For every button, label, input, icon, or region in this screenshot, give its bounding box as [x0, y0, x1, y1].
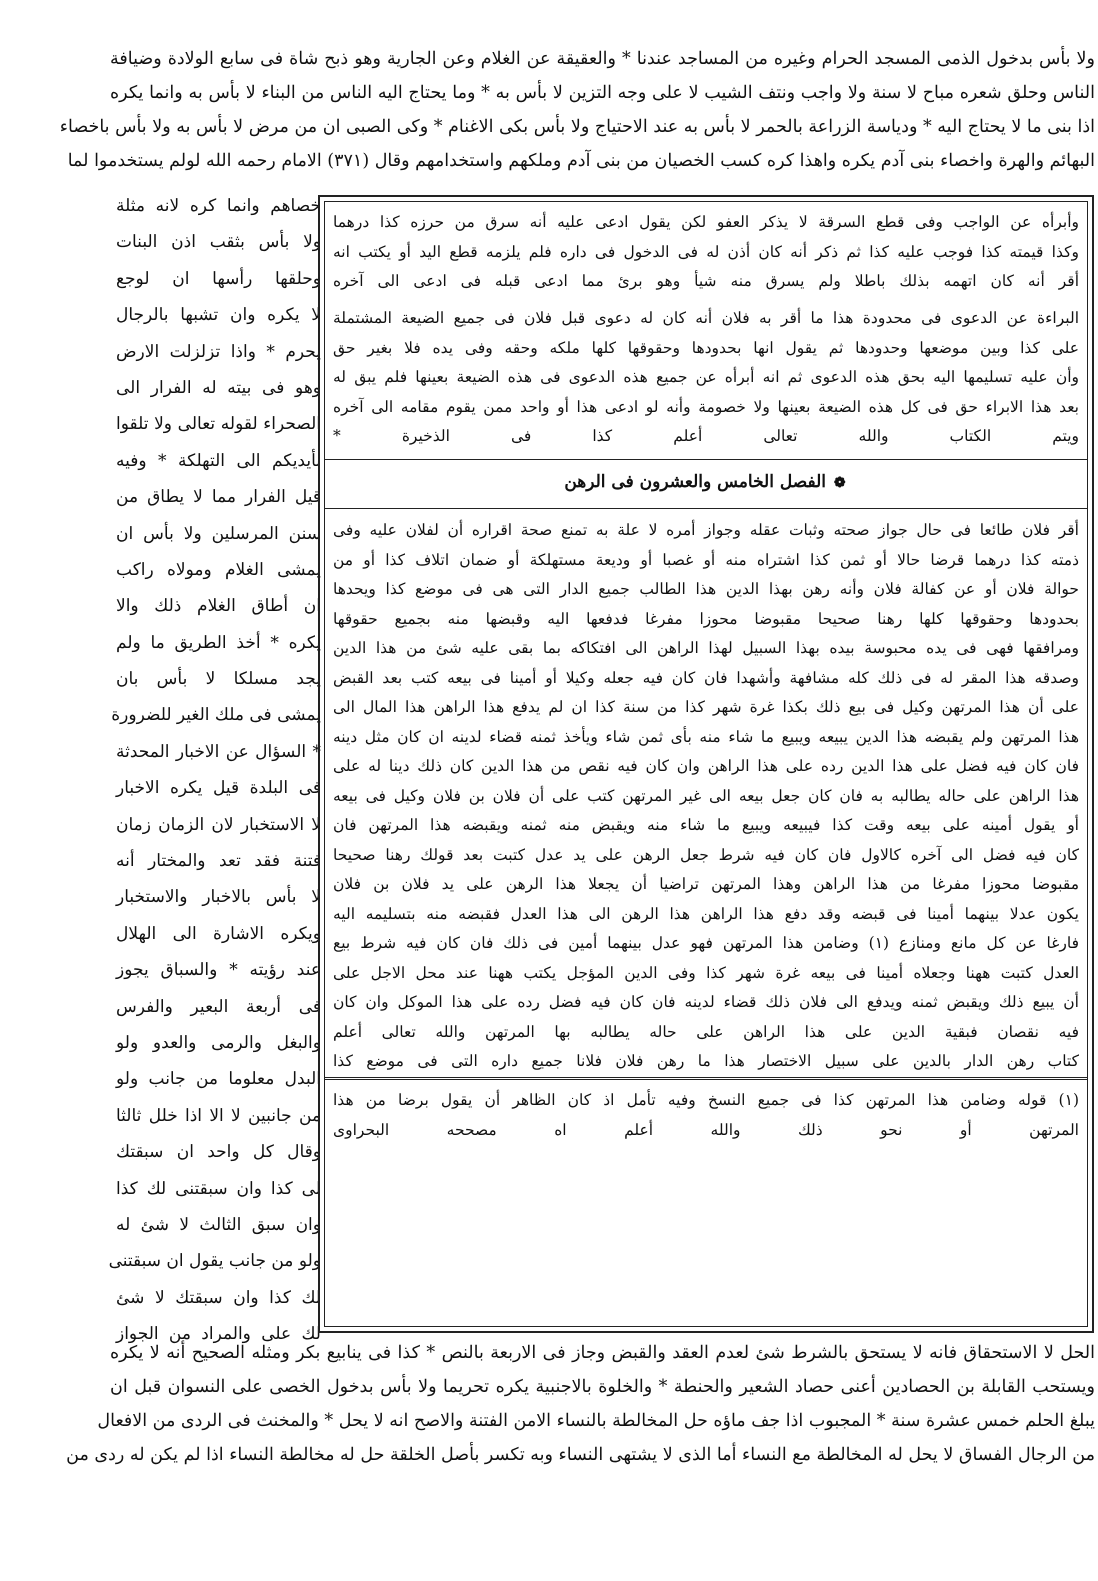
margin-line: سنن المرسلين ولا بأس ان: [116, 523, 321, 544]
margin-line: يكره * أخذ الطريق ما ولم: [116, 632, 321, 653]
box-line: على أن هذا المرتهن وكيل فى بيع ذلك بكذا غرة شهر كذا من سنة كذا ان لم يدفع هذا الراهن هذا المال الى: [333, 698, 1079, 716]
box-line: هذا المرتهن ولم يقبضه هذا الدين يبيعه ويبيع ما شاء منه بأى ثمن شاء ويأخذ ثمنه قضاء لدينه ان كان مثل دينه: [333, 727, 1079, 746]
margin-line: يمشى الغلام ومولاه راكب: [116, 559, 321, 580]
margin-line: خصاهم وانما كره لانه مثلة: [116, 196, 321, 216]
box-line: بعد هذا الابراء حق فى كل هذه الضيعة بعينها ولا خصومة وأنه لو ادعى هذا أو واحد ممن يقوم مقامه الى آخره: [333, 397, 1079, 416]
box-line: وكذا قيمته كذا فوجب عليه كذا ثم ذكر أنه كان أذن له فى الدخول فى داره فلم يلزمه قطع اليد أو يكتب انه: [333, 242, 1079, 261]
text-line: الحل لا الاستحقاق فانه لا يستحق بالشرط شئ لعدم العقد والقبض وجاز فى الاربعة بالنص * كذا فى ينابيع بكر ومثله الصحيح أنه لا يكره: [110, 1343, 1095, 1363]
box-line: فيه نقصان فبقية الدين على هذا الراهن على حاله يطالبه بها المرتهن والله تعالى أعلم: [333, 1022, 1079, 1041]
text-line: يبلغ الحلم خمس عشرة سنة * المجبوب اذا جف ماؤه حل المخالطة بالنساء الامن الفتنة والاصح انه لا يحل * والمخنث فى الردى من الافعال: [97, 1411, 1095, 1431]
box-line: حوالة فلان أو عن كفالة فلان وأنه رهن بهذا الدين هذا الطالب جميع الدار التى هى فى موضع كذا ويحدها: [333, 580, 1079, 598]
margin-line: عند رؤيته * والسباق يجوز: [116, 960, 321, 981]
margin-line: وهو فى بيته له الفرار الى: [116, 377, 321, 398]
box-line: ومرافقها فهى فى يده محبوسة بيده بهذا السبيل لهذا الراهن الى افتكاكه بما بقى عليه شئ من هذا الدين: [333, 639, 1079, 657]
box-line: ويتم الكتاب والله تعالى أعلم كذا فى الذخيرة *: [333, 427, 1079, 445]
margin-line: وقال كل واحد ان سبقتك: [116, 1142, 321, 1163]
margin-line: يحرم * واذا تزلزلت الارض: [116, 341, 321, 362]
box-line: يكون عدلا بينهما أمينا فى قبضه وقد دفع هذا الراهن هذا الرهن الى هذا العدل فقبضه منه بتسليمه اليه: [333, 904, 1079, 923]
box-line: أقر أنه كان اتهمه بذلك باطلا ولم يسرق منه شيأ وهو برئ مما ادعى قبله فى ادعى الى آخره: [333, 272, 1079, 290]
margin-line: ويكره الاشارة الى الهلال: [116, 923, 321, 944]
box-line: فان كان فيه فضل على هذا الدين رده على هذا الراهن وان كان فيه نقص من هذا الدين كان ذلك دينا له على: [333, 757, 1079, 775]
box-line: أقر فلان طائعا فى حال جواز صحته وثبات عقله وجواز أمره لا علة به تمنع صحة اقراره أن لفلان عليه وفى: [333, 521, 1079, 539]
section-divider: [325, 459, 1087, 460]
text-line: البهائم والهرة واخصاء بنى آدم يكره واهذا كره كسب الخصيان من بنى آدم وملكهم واستخدامهم وقال (٣٧١) الامام رحمه الله لولم يستخدموا لما: [67, 151, 1095, 171]
box-section-3: [333, 516, 1079, 1077]
box-line: كتاب رهن الدار بالدين على سبيل الاختصار هذا ما رهن فلان فلانا جميع داره التى فى موضع كذا: [333, 1052, 1079, 1070]
box-line: وأن عليه تسليمها اليه بحق هذه الدعوى ثم انه أبرأه عن جميع هذه الدعوى فى هذه الضيعة بعينها فلم يبق له: [333, 368, 1079, 386]
margin-line: ولو من جانب يقول ان سبقتنى: [108, 1251, 321, 1272]
margin-line: ان أطاق الغلام ذلك والا: [116, 596, 321, 617]
margin-line: والبغل والرمى والعدو ولو: [116, 1032, 321, 1053]
box-line: أو يقول أمينه على بيعه وقت كذا فيبيعه ويبيع ما شاء منه ويقبض منه ثمنه ويقبضه هذا المرتهن فان: [333, 816, 1079, 834]
box-line: مقبوضا محوزا مفرغا من هذا الراهن وهذا المرتهن تراضيا أن يجعلا هذا الرهن على يد فلان بن فلان: [333, 875, 1079, 893]
chapter-heading-text: الفصل الخامس والعشرون فى الرهن: [564, 472, 826, 492]
commentary-box-inner-border: [324, 201, 1088, 1327]
box-line: بحدودها وحقوقها كلها رهنا صحيحا مقبوضا محوزا مفرغا فدفعها اليه وقبضها منه بجميع حقوقها: [333, 609, 1079, 628]
margin-line: البدل معلوما من جانب ولو: [116, 1069, 321, 1090]
margin-line: فى أربعة البعير والفرس: [116, 996, 321, 1017]
margin-line: لا الاستخبار لان الزمان زمان: [116, 814, 321, 835]
footnote-line: (١) قوله وضامن هذا المرتهن كذا فى جميع النسخ وفيه تأمل اذ كان الظاهر أن يقول برضا من هذا: [333, 1091, 1079, 1109]
box-line: فارغا عن كل مانع ومنازع (١) وضامن هذا المرتهن فهو عدل بينهما أمين فى ذلك فان كان فيه شرط بيع: [333, 934, 1079, 952]
box-line: على كذا وبين موضعها وحدودها ثم يقول انها بحدودها وحقوقها كلها ملكه وحقه وفى يده فلا بغير حق: [333, 338, 1079, 357]
margin-line: لك كذا وان سبقتك لا شئ: [116, 1287, 321, 1308]
margin-line: يمشى فى ملك الغير للضرورة: [111, 705, 321, 726]
footnote-line: المرتهن أو نحو ذلك والله أعلم اه مصححه البحراوى: [333, 1120, 1079, 1139]
section-divider: [325, 508, 1087, 509]
margin-line: ولا بأس بثقب اذن البنات: [116, 232, 321, 253]
box-section-1: [333, 208, 1079, 297]
box-line: كان فيه فضل الى آخره كالاول فان كان فيه شرط جعل الرهن على يد عدل كتبت بعد قولك رهنا صحيحا: [333, 845, 1079, 864]
ornament-icon: ❁: [833, 475, 846, 491]
margin-line: لى كذا وان سبقتنى لك كذا: [116, 1178, 321, 1199]
box-line: البراءة عن الدعوى فى محدودة هذا ما أقر به فلان أنه كان له دعوى قبل فلان فى جميع الضيعة المشتملة: [333, 309, 1079, 327]
top-text-block: [59, 42, 1095, 178]
commentary-box: [318, 195, 1094, 1333]
bottom-text-block: [66, 1336, 1095, 1472]
box-line: وأبرأه عن الواجب وفى قطع السرقة لا يذكر العفو لكن يقول ادعى عليه أنه سرق من حرزه كذا درهما: [333, 213, 1079, 231]
chapter-heading: [333, 472, 1079, 492]
margin-line: وحلقها رأسها ان لوجع: [116, 268, 321, 289]
margin-line: وان سبق الثالث لا شئ له: [116, 1214, 321, 1235]
text-line: ولا بأس بدخول الذمى المسجد الحرام وغيره من المساجد عندنا * والعقيقة عن الغلام وعن الجارية وهو ذبح شاة فى سابع الولادة وضيافة: [110, 49, 1095, 69]
margin-column: [108, 188, 321, 1353]
box-section-2: [333, 304, 1079, 452]
box-line: أن يبيع ذلك ويقبض ثمنه ويدفع الى فلان ذلك قضاء لدينه فان كان فيه فضل رده على هذا الموكل وان كان: [333, 993, 1079, 1011]
margin-line: قيل الفرار مما لا يطاق من: [116, 487, 321, 508]
margin-line: لك على والمراد من الجواز: [116, 1324, 321, 1345]
box-line: هذا الراهن على حاله يطالبه به فان كان جعل بيعه الى غير المرتهن كتب على أن فلان بن فلان وكيل فى بيعه: [333, 786, 1079, 805]
text-line: الناس وحلق شعره مباح لا سنة ولا واجب ونتف الشيب لا على وجه التزين لا بأس به * وما يحتاج اليه الناس من البناء لا بأس به وانما يكره: [110, 83, 1095, 103]
margin-line: لا يكره وان تشبها بالرجال: [116, 305, 321, 326]
box-line: وصدقه هذا المقر له فى ذلك كله مشافهة وأشهدا فان كان فيه جعله وكيلا أو أمينا فى بيعه كتب بعد القبض: [333, 668, 1079, 687]
text-line: اذا بنى ما لا يحتاج اليه * ودياسة الزراعة بالحمر لا بأس به عند الاحتياج ولا بأس بكى الاغنام * وكى الصبى ان من مرض لا بأس به ولا بأس باخصاء: [59, 117, 1095, 137]
margin-line: * السؤال عن الاخبار المحدثة: [116, 741, 321, 762]
footnote-block: [333, 1086, 1079, 1145]
margin-line: فتنة فقد تعد والمختار أنه: [116, 851, 321, 872]
box-line: العدل كتبت ههنا وجعلاه أمينا فى بيعه غرة شهر كذا وفى الدين المؤجل يكتب ههنا عند محل الاجل على: [333, 963, 1079, 982]
box-line: ذمته كذا درهما قرضا حالا أو ثمن كذا اشتراه منه أو غصبا أو وديعة مستهلكة أو ضمان اتلاف كذا أو من: [333, 550, 1079, 569]
margin-line: يجد مسلكا لا بأس بان: [116, 669, 321, 690]
margin-line: الصحراء لقوله تعالى ولا تلقوا: [116, 414, 321, 435]
text-line: ويستحب القابلة بن الحصادين أعنى حصاد الشعير والحنطة * والخلوة بالاجنبية يكره تحريما ولا بأس بدخول الخصى على النسوان قبل ان: [110, 1377, 1095, 1397]
footnote-divider: [325, 1077, 1087, 1080]
margin-line: بأيديكم الى التهلكة * وفيه: [116, 450, 321, 471]
margin-line: فى البلدة قيل يكره الاخبار: [116, 778, 321, 799]
text-line: من الرجال الفساق لا يحل له المخالطة مع النساء أما الذى لا يشتهى النساء وبه تكسر بأصل الخلقة حل له مخالطة النساء اذا لم يكن له ردى من: [66, 1445, 1095, 1465]
margin-line: من جانبين لا الا اذا خلل ثالثا: [116, 1105, 321, 1126]
margin-line: لا بأس بالاخبار والاستخبار: [116, 887, 321, 908]
